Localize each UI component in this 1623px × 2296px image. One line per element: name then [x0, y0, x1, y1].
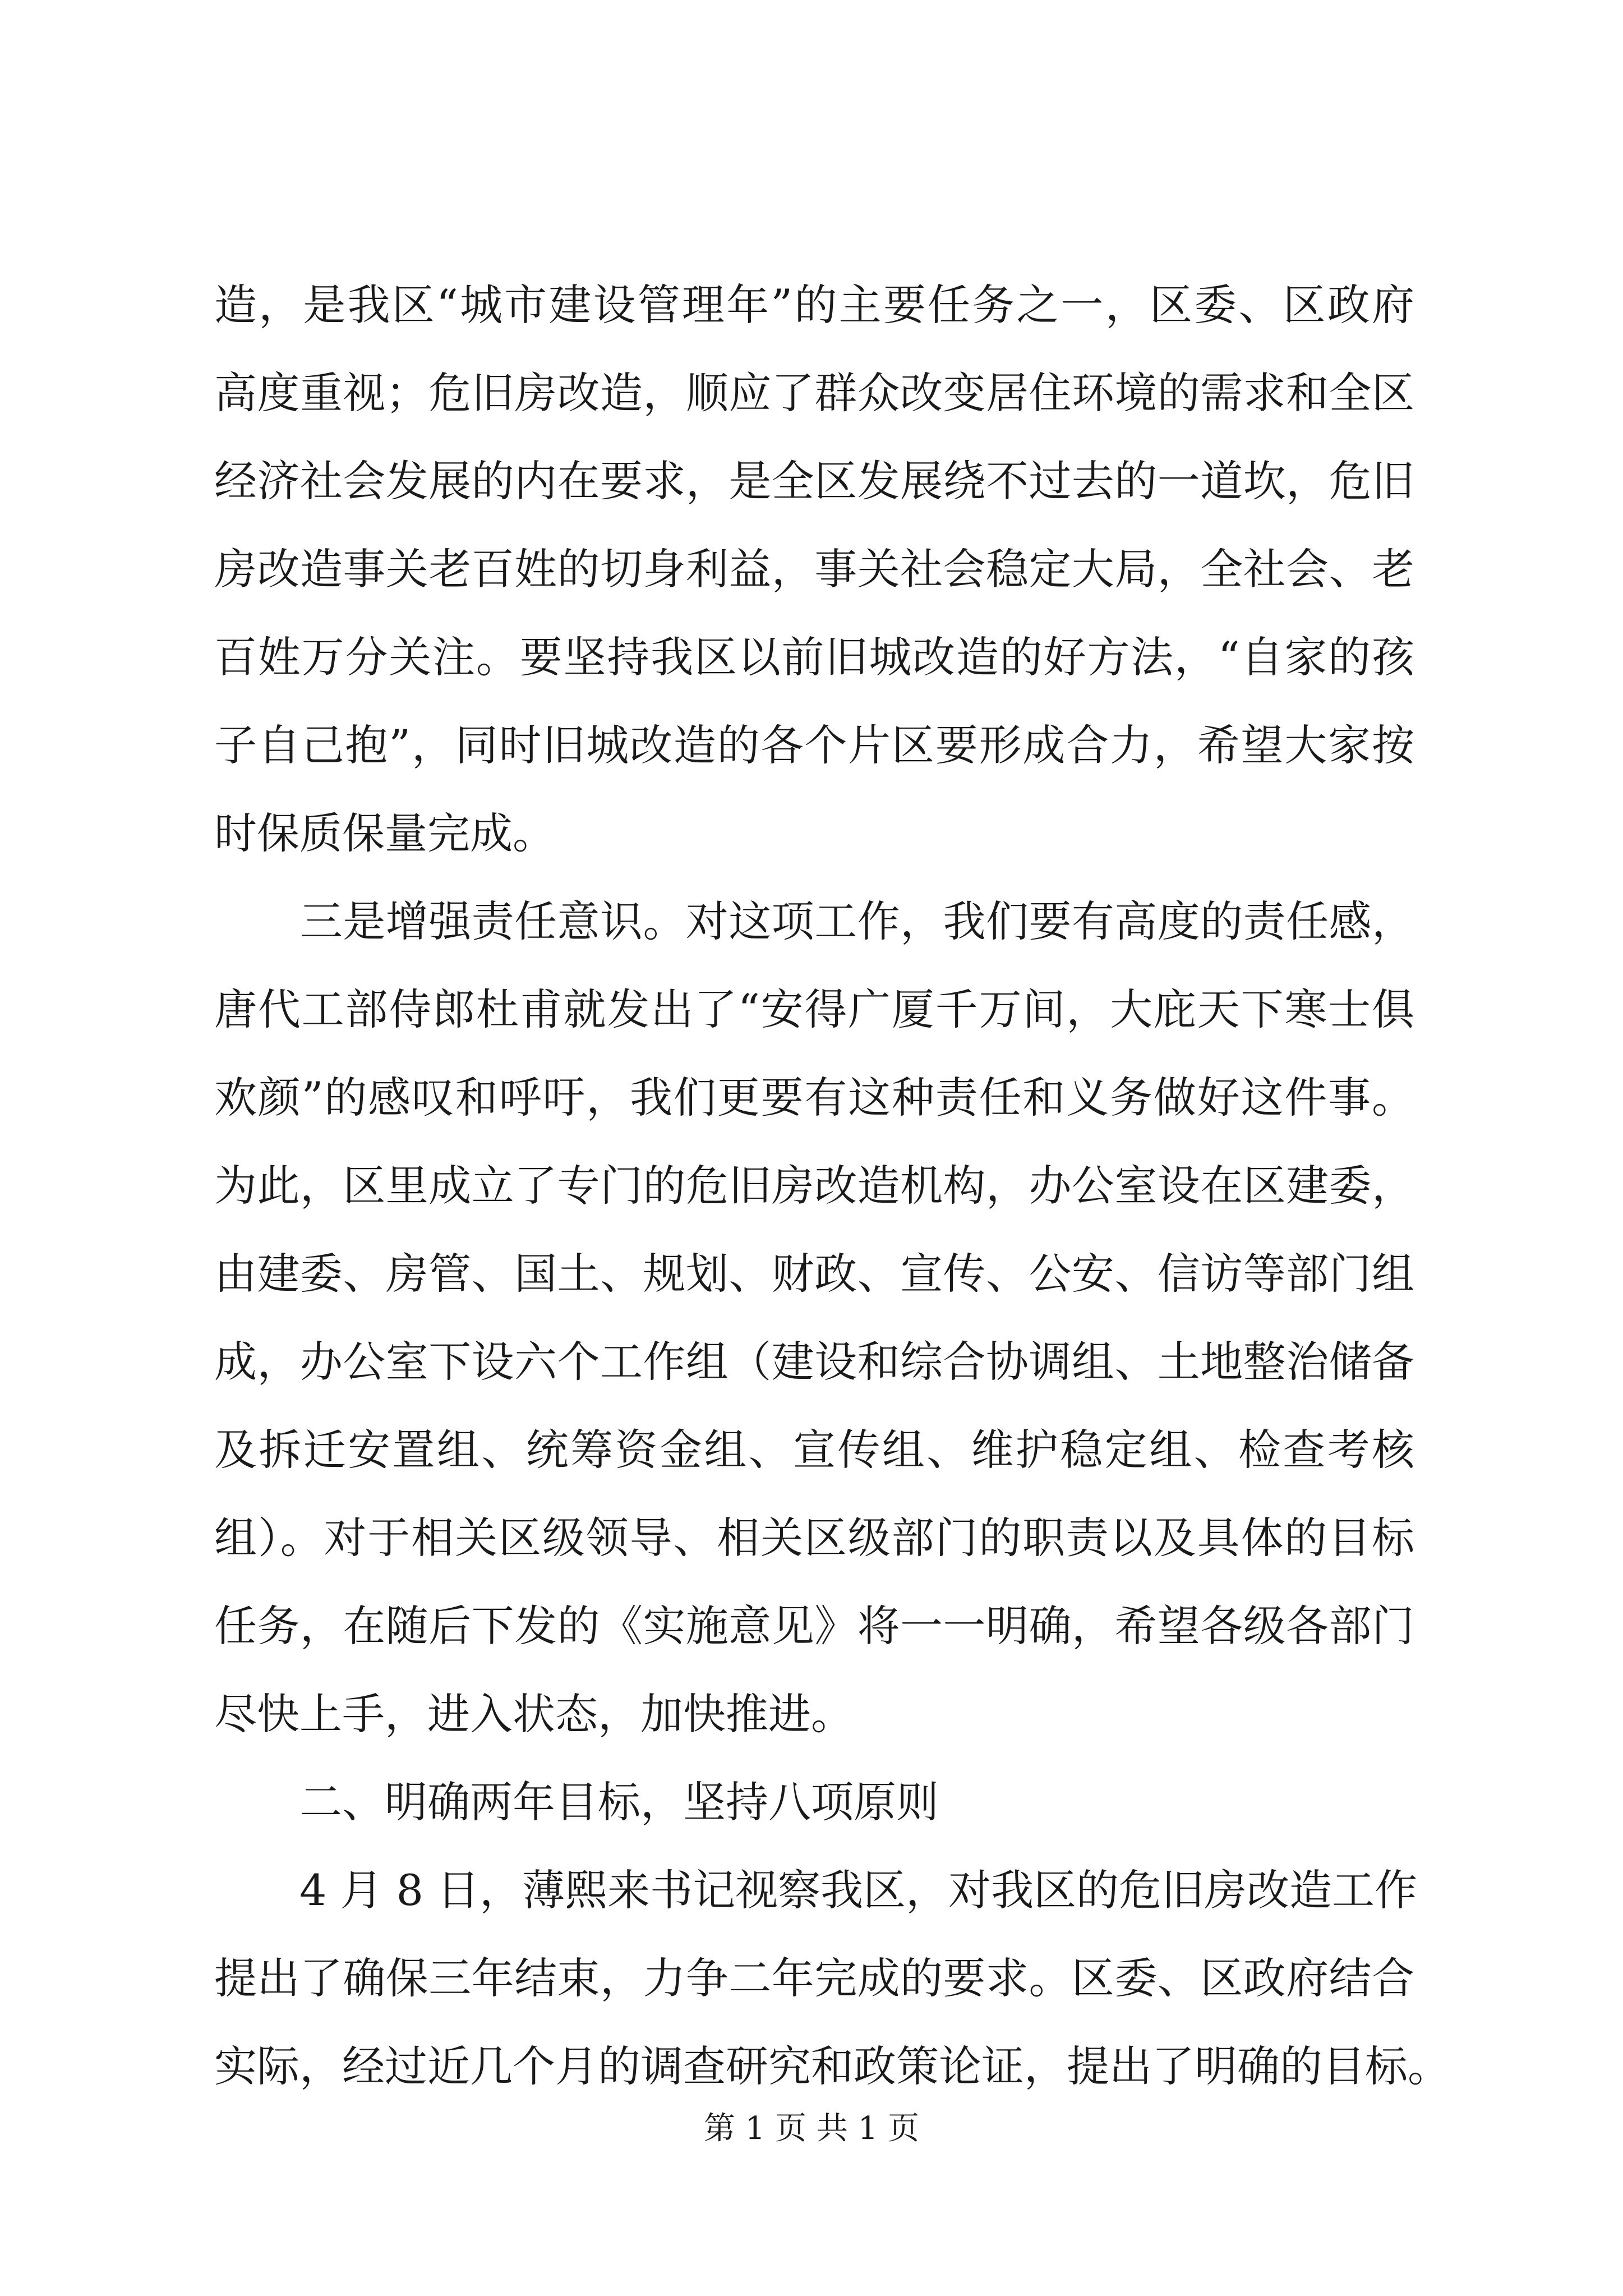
- text-line: 时保质保量完成。: [214, 808, 555, 858]
- document-body: [214, 261, 1450, 2110]
- text-line: 及拆迁安置组、统筹资金组、宣传组、维护稳定组、检查考核: [214, 1425, 1414, 1475]
- text-line: 唐代工部侍郎杜甫就发出了“安得广厦千万间，大庇天下寒士俱: [214, 984, 1414, 1034]
- text-line: 经济社会发展的内在要求，是全区发展绕不过去的一道坎，危旧: [214, 456, 1414, 506]
- text-line: 尽快上手，进入状态，加快推进。: [214, 1689, 854, 1739]
- text-line: 任务，在随后下发的《实施意见》将一一明确，希望各级各部门: [214, 1601, 1414, 1651]
- text-line: 4 月 8 日，薄熙来书记视察我区，对我区的危旧房改造工作: [214, 1865, 1418, 1915]
- text-line: 子自己抱”，同时旧城改造的各个片区要形成合力，希望大家按: [214, 720, 1414, 770]
- text-line: 欢颜”的感叹和呼吁，我们更要有这种责任和义务做好这件事。: [214, 1073, 1414, 1122]
- text-line: 实际，经过近几个月的调查研究和政策论证，提出了明确的目标。: [214, 2041, 1450, 2091]
- text-line: 为此，区里成立了专门的危旧房改造机构，办公室设在区建委，: [214, 1161, 1414, 1211]
- text-line: 二、明确两年目标，坚持八项原则: [214, 1777, 939, 1827]
- text-line: 由建委、房管、国土、规划、财政、宣传、公安、信访等部门组: [214, 1249, 1414, 1299]
- text-line: 造，是我区“城市建设管理年”的主要任务之一，区委、区政府: [214, 280, 1414, 330]
- text-line: 房改造事关老百姓的切身利益，事关社会稳定大局，全社会、老: [214, 544, 1414, 594]
- text-line: 组）。对于相关区级领导、相关区级部门的职责以及具体的目标: [214, 1513, 1414, 1563]
- text-line: 成，办公室下设六个工作组（建设和综合协调组、土地整治储备: [214, 1337, 1414, 1387]
- text-line: 三是增强责任意识。对这项工作，我们要有高度的责任感，: [214, 896, 1414, 946]
- text-line: 高度重视；危旧房改造，顺应了群众改变居住环境的需求和全区: [214, 368, 1414, 418]
- text-line: 百姓万分关注。要坚持我区以前旧城改造的好方法，“自家的孩: [214, 632, 1414, 682]
- text-line: 提出了确保三年结束，力争二年完成的要求。区委、区政府结合: [214, 1953, 1414, 2003]
- page-footer: 第 1 页 共 1 页: [703, 2110, 920, 2147]
